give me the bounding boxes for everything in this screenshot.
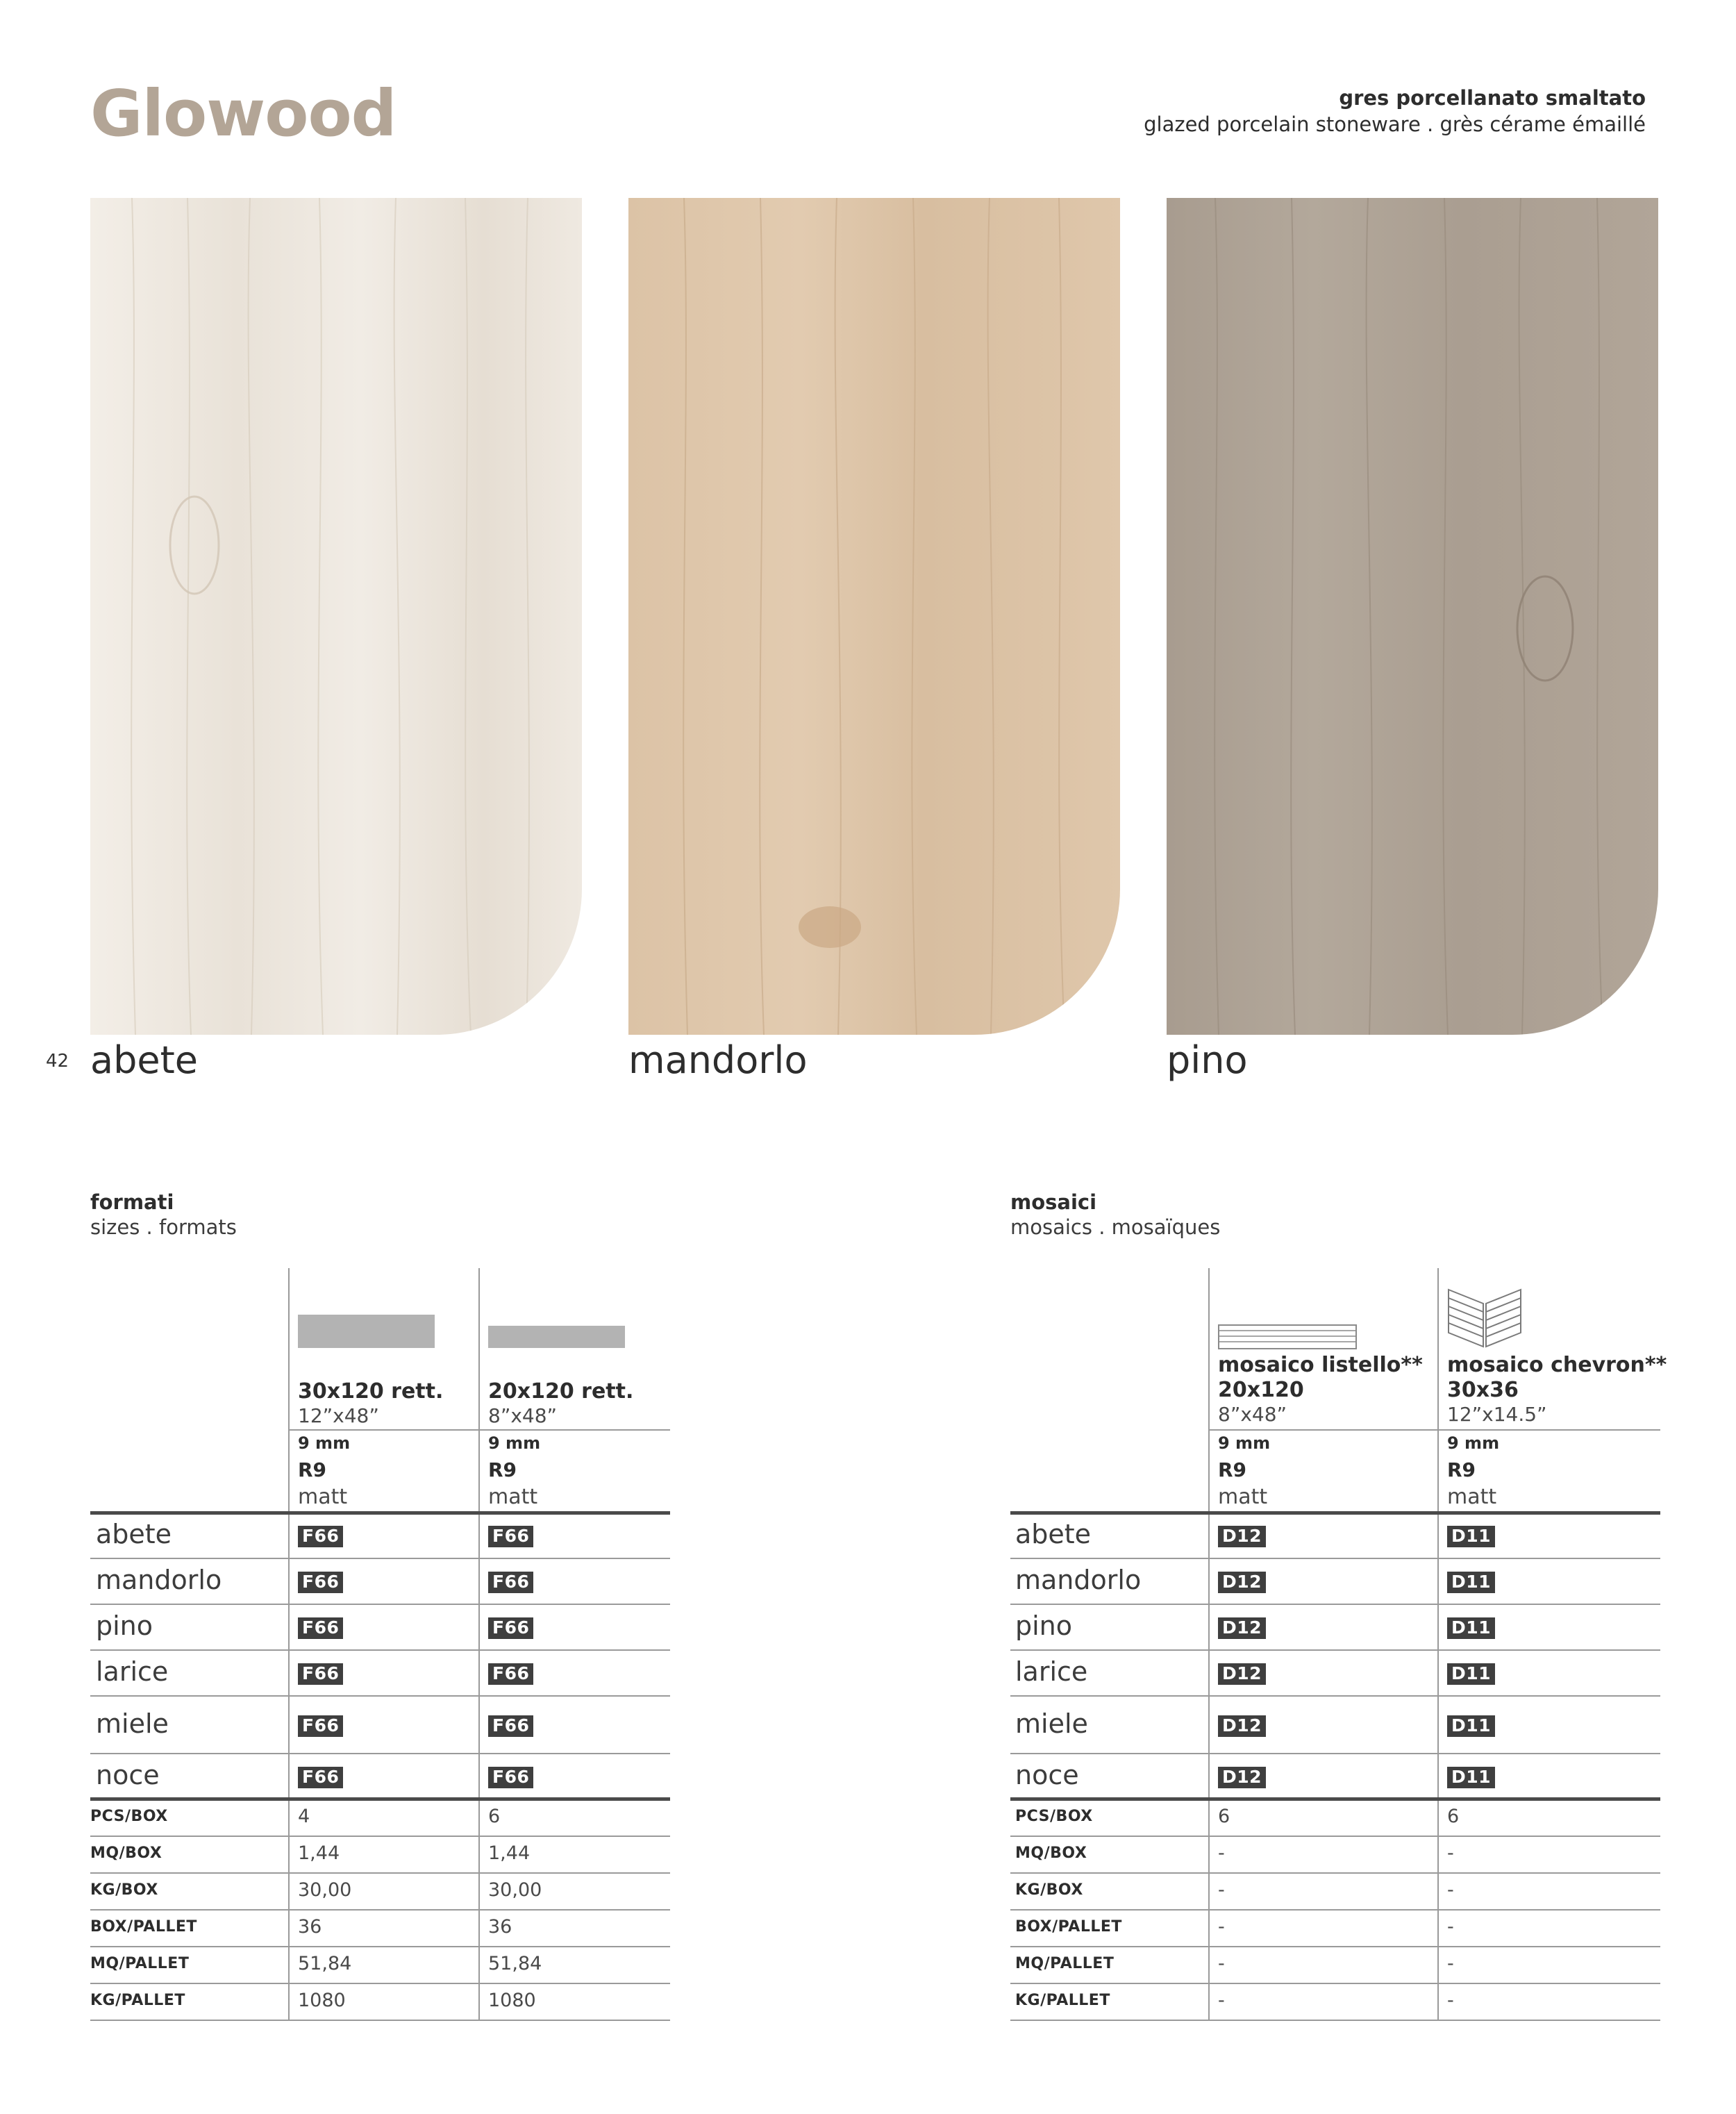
table-divider [1437, 1268, 1439, 2021]
thickness: 9 mm [1447, 1433, 1500, 1453]
row-label: mandorlo [96, 1565, 222, 1595]
row-divider [90, 1872, 670, 1874]
mosaic-size: 20x120 [1218, 1378, 1304, 1402]
spec-value: - [1218, 1953, 1225, 1974]
tile-30x120-icon [298, 1315, 435, 1348]
code-badge: D12 [1218, 1526, 1266, 1547]
slip-rating: R9 [488, 1458, 517, 1481]
spec-value: 1,44 [488, 1842, 531, 1864]
spec-value: - [1218, 1990, 1225, 2011]
slip-rating: R9 [298, 1458, 327, 1481]
code-badge: F66 [298, 1617, 343, 1639]
spec-label: KG/BOX [90, 1881, 158, 1899]
row-divider [90, 1558, 670, 1559]
spec-value: 36 [298, 1916, 322, 1938]
spec-value: 1080 [488, 1990, 536, 2011]
format-header-col1 [298, 1379, 443, 1428]
tile-20x120-icon [488, 1326, 625, 1348]
row-label: noce [96, 1760, 160, 1790]
row-label: mandorlo [1015, 1565, 1142, 1595]
table-divider [478, 1268, 480, 2021]
code-badge: F66 [298, 1715, 343, 1737]
swatch-label-pino: pino [1167, 1038, 1248, 1082]
spec-label: KG/BOX [1015, 1881, 1083, 1899]
code-badge: F66 [488, 1715, 533, 1737]
thickness: 9 mm [488, 1433, 541, 1453]
spec-value: 1,44 [298, 1842, 340, 1864]
code-badge: D12 [1218, 1663, 1266, 1685]
spec-label: KG/PALLET [90, 1992, 185, 2009]
page-number: 42 [46, 1051, 69, 1072]
code-badge: D11 [1447, 1617, 1495, 1639]
row-divider [90, 1909, 670, 1911]
spec-value: 30,00 [298, 1879, 352, 1901]
mosaic-name: mosaico chevron** [1447, 1353, 1667, 1377]
row-divider [90, 1604, 670, 1605]
spec-value: 6 [488, 1806, 501, 1827]
format-header-col2 [488, 1379, 633, 1428]
row-divider [1010, 1649, 1660, 1651]
code-badge: D11 [1447, 1767, 1495, 1788]
mosaic-name: mosaico listello** [1218, 1353, 1423, 1377]
code-badge: F66 [298, 1663, 343, 1685]
spec-value: - [1218, 1879, 1225, 1901]
row-divider [1010, 1872, 1660, 1874]
mosaic-inch: 12”x14.5” [1447, 1403, 1547, 1426]
mosaics-subtitle: mosaics . mosaïques [1010, 1215, 1221, 1239]
mosaic-listello-icon [1218, 1324, 1357, 1352]
thickness: 9 mm [1218, 1433, 1271, 1453]
format-inch: 8”x48” [488, 1404, 558, 1427]
code-badge: D11 [1447, 1526, 1495, 1547]
spec-label: MQ/PALLET [90, 1955, 190, 1972]
format-name: 30x120 rett. [298, 1379, 444, 1404]
row-label: pino [96, 1611, 153, 1641]
row-divider [1010, 1946, 1660, 1947]
finish: matt [1447, 1485, 1497, 1509]
row-label: abete [1015, 1519, 1092, 1549]
formats-subtitle: sizes . formats [90, 1215, 237, 1239]
spec-value: - [1447, 1916, 1454, 1938]
code-badge: D11 [1447, 1663, 1495, 1685]
row-label: noce [1015, 1760, 1079, 1790]
spec-value: 36 [488, 1916, 512, 1938]
slip-rating: R9 [1218, 1458, 1247, 1481]
code-badge: F66 [298, 1526, 343, 1547]
row-label: miele [1015, 1708, 1088, 1739]
mosaic-header-col1 [1218, 1353, 1423, 1426]
spec-value: 30,00 [488, 1879, 542, 1901]
code-badge: D12 [1218, 1767, 1266, 1788]
row-divider [90, 2020, 670, 2021]
mosaic-header-col2 [1447, 1353, 1667, 1426]
spec-label: BOX/PALLET [1015, 1918, 1122, 1936]
row-label: miele [96, 1708, 169, 1739]
header-divider [288, 1429, 670, 1431]
mosaics-title: mosaici [1010, 1190, 1097, 1214]
formats-title: formati [90, 1190, 174, 1214]
format-inch: 12”x48” [298, 1404, 379, 1427]
code-badge: D12 [1218, 1715, 1266, 1737]
spec-value: 4 [298, 1806, 310, 1827]
row-divider [1010, 1983, 1660, 1984]
finish: matt [1218, 1485, 1268, 1509]
spec-value: - [1447, 1953, 1454, 1974]
mosaic-chevron-icon [1447, 1288, 1522, 1351]
row-label: abete [96, 1519, 172, 1549]
row-divider [90, 1753, 670, 1754]
code-badge: D12 [1218, 1617, 1266, 1639]
row-divider [90, 1983, 670, 1984]
code-badge: F66 [488, 1526, 533, 1547]
rows-rule [1010, 1797, 1660, 1801]
swatch-mandorlo-image [628, 198, 1120, 1035]
row-divider [1010, 1695, 1660, 1697]
spec-label: KG/PALLET [1015, 1992, 1110, 2009]
spec-value: 51,84 [488, 1953, 542, 1974]
spec-value: - [1447, 1990, 1454, 2011]
header-rule [1010, 1511, 1660, 1515]
row-divider [90, 1695, 670, 1697]
header-divider [1208, 1429, 1660, 1431]
row-divider [1010, 1909, 1660, 1911]
spec-label: BOX/PALLET [90, 1918, 197, 1936]
spec-label: MQ/PALLET [1015, 1955, 1115, 1972]
row-divider [90, 1836, 670, 1837]
code-badge: F66 [298, 1767, 343, 1788]
row-divider [1010, 2020, 1660, 2021]
spec-value: 6 [1447, 1806, 1460, 1827]
material-subtitle-it: gres porcellanato smaltato [1339, 86, 1646, 110]
swatch-label-mandorlo: mandorlo [628, 1038, 808, 1082]
table-divider [1208, 1268, 1210, 2021]
slip-rating: R9 [1447, 1458, 1476, 1481]
spec-value: 1080 [298, 1990, 346, 2011]
spec-label: PCS/BOX [1015, 1808, 1093, 1825]
row-divider [90, 1649, 670, 1651]
spec-label: PCS/BOX [90, 1808, 168, 1825]
code-badge: F66 [488, 1572, 533, 1593]
header-rule [90, 1511, 670, 1515]
row-divider [1010, 1836, 1660, 1837]
thickness: 9 mm [298, 1433, 351, 1453]
code-badge: F66 [488, 1617, 533, 1639]
code-badge: D12 [1218, 1572, 1266, 1593]
code-badge: D11 [1447, 1715, 1495, 1737]
spec-value: - [1447, 1879, 1454, 1901]
spec-value: 6 [1218, 1806, 1230, 1827]
material-subtitle-en-fr: glazed porcelain stoneware . grès cérame émaillé [1144, 113, 1646, 136]
row-divider [1010, 1604, 1660, 1605]
row-label: larice [96, 1656, 169, 1687]
mosaic-inch: 8”x48” [1218, 1403, 1287, 1426]
swatch-abete-image [90, 198, 582, 1035]
row-label: larice [1015, 1656, 1088, 1687]
code-badge: F66 [488, 1663, 533, 1685]
spec-value: - [1447, 1842, 1454, 1864]
swatch-label-abete: abete [90, 1038, 198, 1082]
brand-title: Glowood [90, 76, 397, 151]
spec-label: MQ/BOX [90, 1845, 162, 1862]
spec-value: 51,84 [298, 1953, 352, 1974]
spec-value: - [1218, 1842, 1225, 1864]
rows-rule [90, 1797, 670, 1801]
spec-label: MQ/BOX [1015, 1845, 1087, 1862]
row-label: pino [1015, 1611, 1073, 1641]
row-divider [90, 1946, 670, 1947]
code-badge: D11 [1447, 1572, 1495, 1593]
spec-value: - [1218, 1916, 1225, 1938]
row-divider [1010, 1558, 1660, 1559]
row-divider [1010, 1753, 1660, 1754]
swatch-pino-image [1167, 198, 1658, 1035]
code-badge: F66 [298, 1572, 343, 1593]
finish: matt [488, 1485, 538, 1509]
finish: matt [298, 1485, 348, 1509]
format-name: 20x120 rett. [488, 1379, 634, 1404]
mosaic-size: 30x36 [1447, 1378, 1519, 1402]
table-divider [288, 1268, 290, 2021]
code-badge: F66 [488, 1767, 533, 1788]
